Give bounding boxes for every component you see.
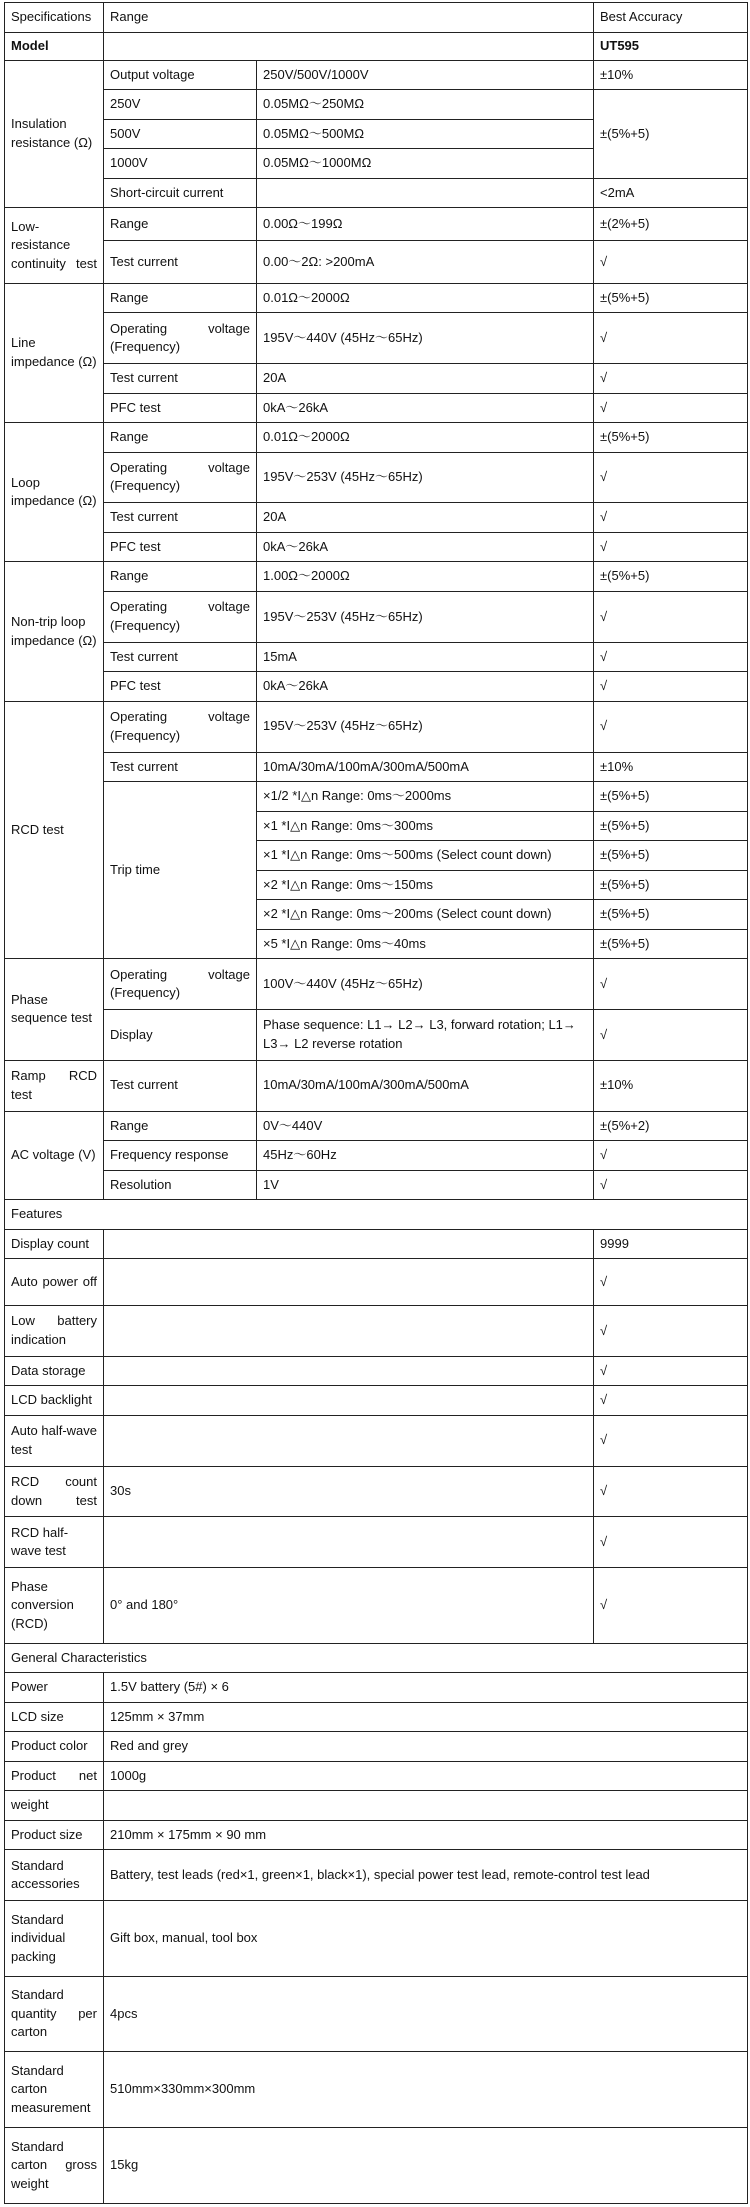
line-pfc-row — [5, 393, 748, 423]
phase-display-accuracy: √ — [594, 1009, 748, 1060]
insulation-500v-label: 500V — [104, 119, 257, 149]
general-lcd-size-value: 125mm × 37mm — [104, 1702, 748, 1732]
general-product-size-label: Product size — [5, 1820, 104, 1850]
insulation-title: Insulation resistance (Ω) — [5, 60, 104, 208]
header-row — [5, 3, 748, 33]
feature-phase-conversion-value: √ — [594, 1568, 748, 1644]
line-range-row — [5, 283, 748, 313]
rcd-operating-voltage-accuracy: √ — [594, 701, 748, 752]
specification-table — [4, 2, 748, 2204]
nontrip-pfc-label: PFC test — [104, 672, 257, 702]
line-pfc-label: PFC test — [104, 393, 257, 423]
general-weight-row — [5, 1791, 748, 1821]
general-accessories-row — [5, 1850, 748, 1901]
general-product-color-label: Product color — [5, 1732, 104, 1762]
feature-display-count-row — [5, 1229, 748, 1259]
rcd-test-current-row — [5, 752, 748, 782]
ac-frequency-label: Frequency response — [104, 1141, 257, 1171]
rcd-operating-voltage-label: Operating voltage (Frequency) — [104, 701, 257, 752]
general-packing-row — [5, 1901, 748, 1977]
nontrip-range-row — [5, 562, 748, 592]
feature-lcd-backlight-range-empty — [104, 1386, 594, 1416]
feature-rcd-countdown-value: √ — [594, 1466, 748, 1517]
loop-pfc-row — [5, 532, 748, 562]
ramp-rcd-test-current-value: 10mA/30mA/100mA/300mA/500mA — [257, 1060, 594, 1111]
insulation-output-voltage-label: Output voltage — [104, 60, 257, 90]
feature-low-battery-range-empty — [104, 1305, 594, 1356]
nontrip-range-value: 1.00Ω～2000Ω — [257, 562, 594, 592]
general-carton-measurement-label: Standard carton measurement — [5, 2052, 104, 2128]
general-product-net-value: 1000g — [104, 1761, 748, 1791]
insulation-250v-row — [5, 90, 748, 120]
nontrip-operating-voltage-value: 195V～253V (45Hz～65Hz) — [257, 591, 594, 642]
feature-auto-half-wave-range-empty — [104, 1415, 594, 1466]
features-heading-row — [5, 1200, 748, 1230]
feature-auto-power-off-value: √ — [594, 1259, 748, 1306]
loop-operating-voltage-value: 195V～253V (45Hz～65Hz) — [257, 452, 594, 503]
feature-lcd-backlight-row — [5, 1386, 748, 1416]
nontrip-test-current-label: Test current — [104, 642, 257, 672]
rcd-trip-time-value: ×1 *I△n Range: 0ms～500ms (Select count down) — [257, 841, 594, 871]
ac-range-row — [5, 1111, 748, 1141]
insulation-short-circuit-accuracy: <2mA — [594, 178, 748, 208]
feature-rcd-countdown-label: RCD count down test — [5, 1466, 104, 1517]
loop-operating-voltage-accuracy: √ — [594, 452, 748, 503]
ac-resolution-row — [5, 1170, 748, 1200]
insulation-output-voltage-row — [5, 60, 748, 90]
ramp-rcd-row — [5, 1060, 748, 1111]
nontrip-test-current-value: 15mA — [257, 642, 594, 672]
general-weight-label: weight — [5, 1791, 104, 1821]
rcd-trip-time-accuracy: ±(5%+5) — [594, 811, 748, 841]
general-carton-gross-weight-row — [5, 2127, 748, 2203]
line-operating-voltage-label: Operating voltage (Frequency) — [104, 313, 257, 364]
phase-operating-voltage-value: 100V～440V (45Hz～65Hz) — [257, 959, 594, 1010]
feature-low-battery-label: Low battery indication — [5, 1305, 104, 1356]
feature-data-storage-row — [5, 1356, 748, 1386]
rcd-trip-time-value: ×2 *I△n Range: 0ms～150ms — [257, 870, 594, 900]
rcd-test-current-accuracy: ±10% — [594, 752, 748, 782]
lowres-test-current-accuracy: √ — [594, 240, 748, 283]
feature-data-storage-value: √ — [594, 1356, 748, 1386]
loop-range-row — [5, 423, 748, 453]
general-product-size-row — [5, 1820, 748, 1850]
feature-rcd-half-wave-row — [5, 1517, 748, 1568]
feature-lcd-backlight-value: √ — [594, 1386, 748, 1416]
lowres-range-value: 0.00Ω～199Ω — [257, 208, 594, 241]
general-weight-value-empty — [104, 1791, 748, 1821]
feature-lcd-backlight-label: LCD backlight — [5, 1386, 104, 1416]
ac-range-value: 0V～440V — [257, 1111, 594, 1141]
line-operating-voltage-row — [5, 313, 748, 364]
general-product-net-row — [5, 1761, 748, 1791]
lowres-title: Low-resistance continuity test — [5, 208, 104, 284]
general-lcd-size-label: LCD size — [5, 1702, 104, 1732]
feature-display-count-range-empty — [104, 1229, 594, 1259]
line-test-current-label: Test current — [104, 364, 257, 394]
nontrip-operating-voltage-label: Operating voltage (Frequency) — [104, 591, 257, 642]
feature-display-count-label: Display count — [5, 1229, 104, 1259]
features-heading: Features — [5, 1200, 748, 1230]
nontrip-title: Non-trip loop impedance (Ω) — [5, 562, 104, 701]
ramp-rcd-title: Ramp RCD test — [5, 1060, 104, 1111]
rcd-trip-time-accuracy: ±(5%+5) — [594, 929, 748, 959]
nontrip-test-current-accuracy: √ — [594, 642, 748, 672]
general-power-value: 1.5V battery (5#) × 6 — [104, 1673, 748, 1703]
general-accessories-value: Battery, test leads (red×1, green×1, black×1), special power test lead, remote-control test lead — [104, 1850, 748, 1901]
general-carton-gross-weight-label: Standard carton gross weight — [5, 2127, 104, 2203]
rcd-title: RCD test — [5, 701, 104, 958]
rcd-trip-time-row — [5, 782, 748, 812]
rcd-trip-time-value: ×1 *I△n Range: 0ms～300ms — [257, 811, 594, 841]
model-label: Model — [5, 32, 104, 60]
rcd-trip-time-accuracy: ±(5%+5) — [594, 782, 748, 812]
general-product-size-value: 210mm × 175mm × 90 mm — [104, 1820, 748, 1850]
feature-rcd-countdown-range: 30s — [104, 1466, 594, 1517]
line-range-value: 0.01Ω～2000Ω — [257, 283, 594, 313]
feature-phase-conversion-label: Phase conversion (RCD) — [5, 1568, 104, 1644]
rcd-test-current-value: 10mA/30mA/100mA/300mA/500mA — [257, 752, 594, 782]
general-accessories-label: Standard accessories — [5, 1850, 104, 1901]
general-product-color-row — [5, 1732, 748, 1762]
loop-test-current-label: Test current — [104, 503, 257, 533]
ac-voltage-title: AC voltage (V) — [5, 1111, 104, 1200]
ac-resolution-accuracy: √ — [594, 1170, 748, 1200]
nontrip-operating-voltage-accuracy: √ — [594, 591, 748, 642]
nontrip-test-current-row — [5, 642, 748, 672]
rcd-trip-time-value: ×2 *I△n Range: 0ms～200ms (Select count down) — [257, 900, 594, 930]
phase-display-value: Phase sequence: L1→ L2→ L3, forward rotation; L1→ L3→ L2 reverse rotation — [257, 1009, 594, 1060]
feature-low-battery-value: √ — [594, 1305, 748, 1356]
feature-rcd-countdown-row — [5, 1466, 748, 1517]
loop-impedance-title: Loop impedance (Ω) — [5, 423, 104, 562]
rcd-operating-voltage-row — [5, 701, 748, 752]
line-pfc-value: 0kA～26kA — [257, 393, 594, 423]
insulation-output-voltage-accuracy: ±10% — [594, 60, 748, 90]
ac-frequency-row — [5, 1141, 748, 1171]
loop-operating-voltage-row — [5, 452, 748, 503]
general-carton-measurement-row — [5, 2052, 748, 2128]
feature-phase-conversion-range: 0° and 180° — [104, 1568, 594, 1644]
line-test-current-row — [5, 364, 748, 394]
feature-rcd-half-wave-label: RCD half-wave test — [5, 1517, 104, 1568]
rcd-trip-time-value: ×5 *I△n Range: 0ms～40ms — [257, 929, 594, 959]
model-range-empty — [104, 32, 594, 60]
general-quantity-label: Standard quantity per carton — [5, 1976, 104, 2052]
insulation-250v-value: 0.05MΩ～250MΩ — [257, 90, 594, 120]
general-heading: General Characteristics — [5, 1643, 748, 1673]
feature-low-battery-row — [5, 1305, 748, 1356]
feature-auto-half-wave-label: Auto half-wave test — [5, 1415, 104, 1466]
loop-operating-voltage-label: Operating voltage (Frequency) — [104, 452, 257, 503]
rcd-trip-time-value: ×1/2 *I△n Range: 0ms～2000ms — [257, 782, 594, 812]
rcd-trip-time-accuracy: ±(5%+5) — [594, 870, 748, 900]
line-impedance-title: Line impedance (Ω) — [5, 283, 104, 422]
general-carton-gross-weight-value: 15kg — [104, 2127, 748, 2203]
rcd-trip-time-accuracy: ±(5%+5) — [594, 841, 748, 871]
ac-range-label: Range — [104, 1111, 257, 1141]
model-row — [5, 32, 748, 60]
general-power-label: Power — [5, 1673, 104, 1703]
general-packing-label: Standard individual packing — [5, 1901, 104, 1977]
lowres-test-current-label: Test current — [104, 240, 257, 283]
ac-resolution-label: Resolution — [104, 1170, 257, 1200]
feature-rcd-half-wave-value: √ — [594, 1517, 748, 1568]
lowres-range-label: Range — [104, 208, 257, 241]
general-lcd-size-row — [5, 1702, 748, 1732]
feature-auto-half-wave-value: √ — [594, 1415, 748, 1466]
insulation-250v-label: 250V — [104, 90, 257, 120]
phase-display-row — [5, 1009, 748, 1060]
lowres-test-current-row — [5, 240, 748, 283]
phase-display-label: Display — [104, 1009, 257, 1060]
feature-data-storage-range-empty — [104, 1356, 594, 1386]
loop-pfc-accuracy: √ — [594, 532, 748, 562]
ac-range-accuracy: ±(5%+2) — [594, 1111, 748, 1141]
ac-frequency-accuracy: √ — [594, 1141, 748, 1171]
feature-rcd-half-wave-range-empty — [104, 1517, 594, 1568]
rcd-operating-voltage-value: 195V～253V (45Hz～65Hz) — [257, 701, 594, 752]
nontrip-range-accuracy: ±(5%+5) — [594, 562, 748, 592]
nontrip-pfc-row — [5, 672, 748, 702]
general-quantity-row — [5, 1976, 748, 2052]
loop-pfc-label: PFC test — [104, 532, 257, 562]
loop-test-current-value: 20A — [257, 503, 594, 533]
loop-test-current-accuracy: √ — [594, 503, 748, 533]
general-packing-value: Gift box, manual, tool box — [104, 1901, 748, 1977]
nontrip-pfc-value: 0kA～26kA — [257, 672, 594, 702]
loop-range-accuracy: ±(5%+5) — [594, 423, 748, 453]
loop-range-value: 0.01Ω～2000Ω — [257, 423, 594, 453]
insulation-short-circuit-value-empty — [257, 178, 594, 208]
lowres-range-row — [5, 208, 748, 241]
header-range: Range — [104, 3, 594, 33]
line-range-accuracy: ±(5%+5) — [594, 283, 748, 313]
general-quantity-value: 4pcs — [104, 1976, 748, 2052]
insulation-range-accuracy: ±(5%+5) — [594, 90, 748, 179]
insulation-1000v-label: 1000V — [104, 149, 257, 179]
general-heading-row — [5, 1643, 748, 1673]
header-best-accuracy: Best Accuracy — [594, 3, 748, 33]
loop-range-label: Range — [104, 423, 257, 453]
feature-auto-power-off-row — [5, 1259, 748, 1306]
general-power-row — [5, 1673, 748, 1703]
nontrip-pfc-accuracy: √ — [594, 672, 748, 702]
nontrip-range-label: Range — [104, 562, 257, 592]
line-operating-voltage-value: 195V～440V (45Hz～65Hz) — [257, 313, 594, 364]
loop-test-current-row — [5, 503, 748, 533]
lowres-range-accuracy: ±(2%+5) — [594, 208, 748, 241]
rcd-test-current-label: Test current — [104, 752, 257, 782]
model-value: UT595 — [594, 32, 748, 60]
insulation-500v-value: 0.05MΩ～500MΩ — [257, 119, 594, 149]
feature-data-storage-label: Data storage — [5, 1356, 104, 1386]
insulation-short-circuit-row — [5, 178, 748, 208]
general-product-net-label: Product net — [5, 1761, 104, 1791]
phase-sequence-title: Phase sequence test — [5, 959, 104, 1061]
feature-phase-conversion-row — [5, 1568, 748, 1644]
ac-frequency-value: 45Hz～60Hz — [257, 1141, 594, 1171]
line-test-current-accuracy: √ — [594, 364, 748, 394]
insulation-short-circuit-label: Short-circuit current — [104, 178, 257, 208]
general-carton-measurement-value: 510mm×330mm×300mm — [104, 2052, 748, 2128]
rcd-trip-time-accuracy: ±(5%+5) — [594, 900, 748, 930]
nontrip-operating-voltage-row — [5, 591, 748, 642]
lowres-test-current-value: 0.00～2Ω: >200mA — [257, 240, 594, 283]
phase-operating-voltage-accuracy: √ — [594, 959, 748, 1010]
ramp-rcd-test-current-label: Test current — [104, 1060, 257, 1111]
phase-operating-voltage-row — [5, 959, 748, 1010]
line-pfc-accuracy: √ — [594, 393, 748, 423]
line-test-current-value: 20A — [257, 364, 594, 394]
insulation-output-voltage-value: 250V/500V/1000V — [257, 60, 594, 90]
feature-auto-power-off-range-empty — [104, 1259, 594, 1306]
line-range-label: Range — [104, 283, 257, 313]
ac-resolution-value: 1V — [257, 1170, 594, 1200]
line-operating-voltage-accuracy: √ — [594, 313, 748, 364]
loop-pfc-value: 0kA～26kA — [257, 532, 594, 562]
insulation-1000v-value: 0.05MΩ～1000MΩ — [257, 149, 594, 179]
feature-auto-half-wave-row — [5, 1415, 748, 1466]
feature-auto-power-off-label: Auto power off — [5, 1259, 104, 1306]
feature-display-count-value: 9999 — [594, 1229, 748, 1259]
ramp-rcd-test-current-accuracy: ±10% — [594, 1060, 748, 1111]
rcd-trip-time-label: Trip time — [104, 782, 257, 959]
phase-operating-voltage-label: Operating voltage (Frequency) — [104, 959, 257, 1010]
general-product-color-value: Red and grey — [104, 1732, 748, 1762]
header-specifications: Specifications — [5, 3, 104, 33]
